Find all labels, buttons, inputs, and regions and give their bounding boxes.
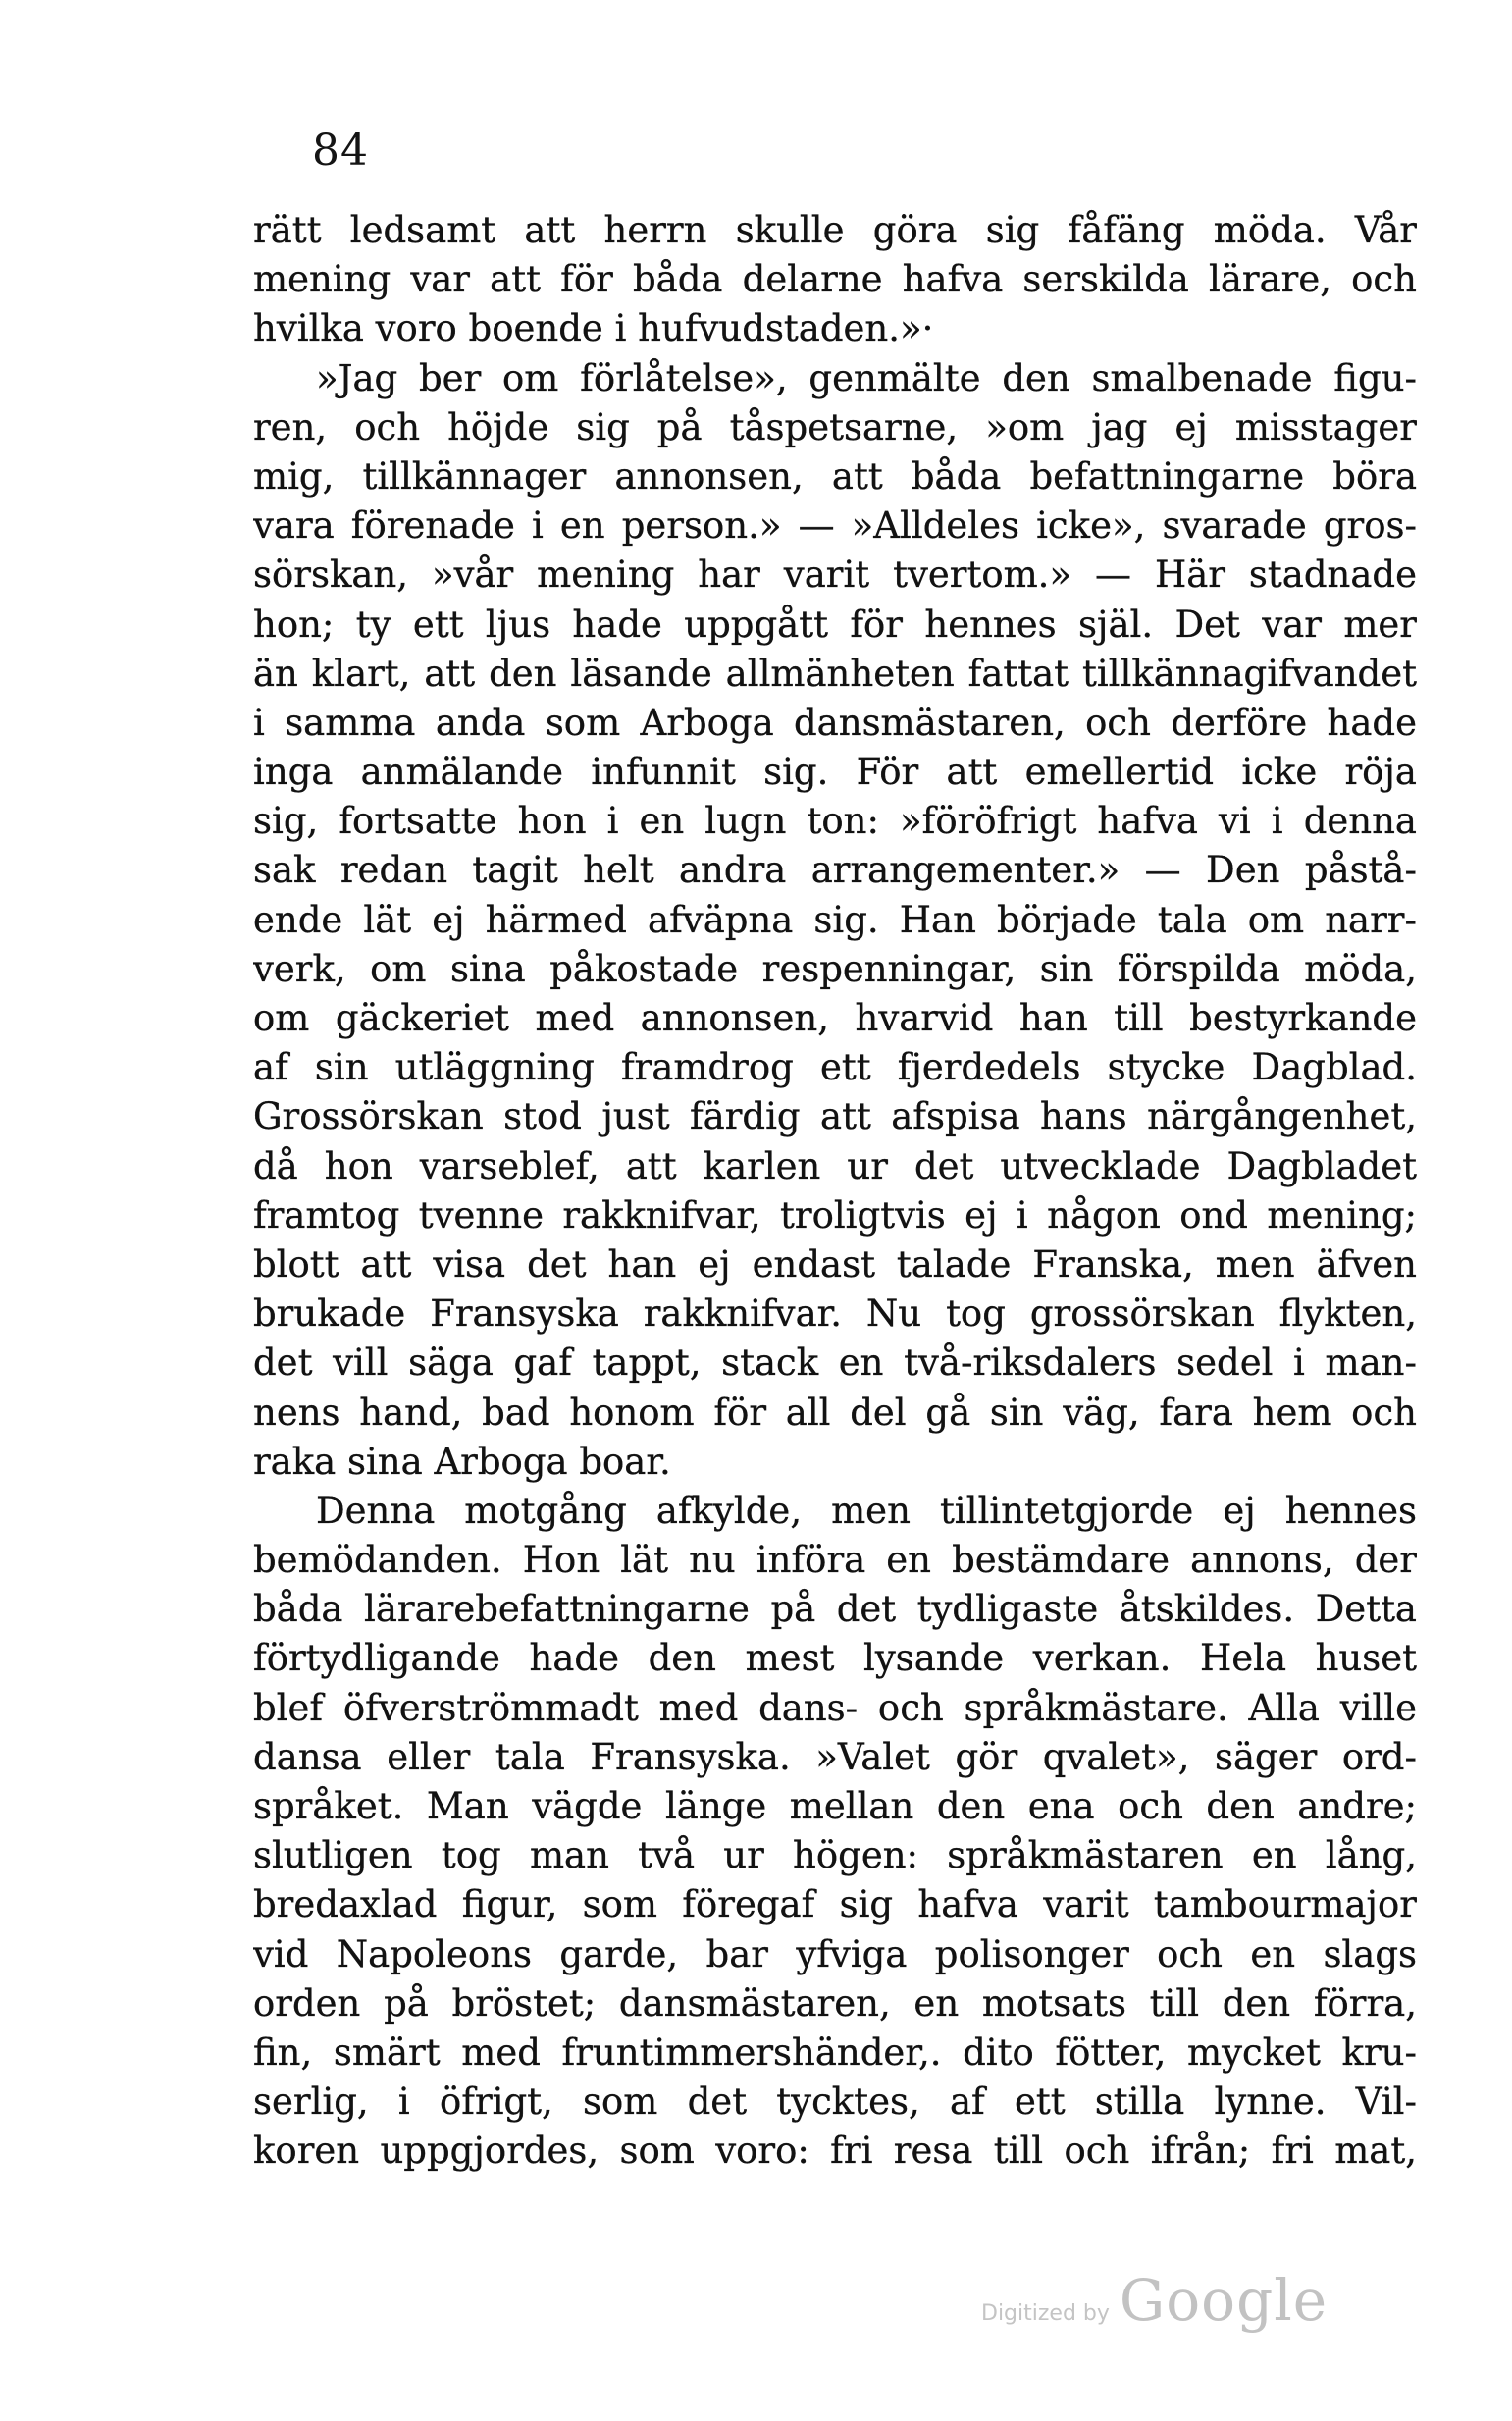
text-line: mig, tillkännager annonsen, att båda befattningarne böra — [253, 454, 1417, 498]
text-line: vara förenade i en person.» — »Alldeles icke», svarade gros- — [253, 504, 1417, 548]
text-line: verk, om sina påkostade respenningar, sin förspilda möda, — [253, 947, 1417, 990]
text-line: raka sina Arboga boar. — [253, 1440, 671, 1483]
digitization-watermark — [981, 2267, 1328, 2334]
page-number: 84 — [312, 126, 369, 176]
text-line: Denna motgång afkylde, men tillintetgjorde ej hennes — [316, 1489, 1417, 1532]
text-line: hvilka voro boende i hufvudstaden.»· — [253, 307, 934, 350]
text-line: af sin utläggning framdrog ett fjerdedels stycke Dagblad. — [253, 1046, 1417, 1089]
text-line: brukade Fransyska rakknifvar. Nu tog grossörskan flykten, — [253, 1292, 1417, 1336]
text-line: vid Napoleons garde, bar yfviga polisonger och en slags — [253, 1932, 1417, 1975]
text-line: fin, smärt med fruntimmershänder,. dito fötter, mycket kru- — [253, 2030, 1417, 2074]
text-line: bemödanden. Hon lät nu införa en bestämdare annons, der — [253, 1539, 1417, 1582]
text-line: blef öfverströmmadt med dans- och språkmästare. Alla ville — [253, 1686, 1417, 1729]
text-line: framtog tvenne rakknifvar, troligtvis ej i någon ond mening; — [253, 1193, 1417, 1237]
text-line: slutligen tog man två ur högen: språkmästaren en lång, — [253, 1834, 1417, 1877]
text-line: blott att visa det han ej endast talade Franska, men äfven — [253, 1242, 1417, 1286]
text-line: ende lät ej härmed afväpna sig. Han började tala om narr- — [253, 898, 1417, 941]
text-line: rätt ledsamt att herrn skulle göra sig fåfäng möda. Vår — [253, 209, 1417, 251]
text-line: hon; ty ett ljus hade uppgått för hennes själ. Det var mer — [253, 603, 1417, 646]
text-line: serlig, i öfrigt, som det tycktes, af ett stilla lynne. Vil- — [253, 2080, 1417, 2124]
text-line: sig, fortsatte hon i en lugn ton: »föröfrigt hafva vi i denna — [253, 800, 1417, 843]
watermark-prefix: Digitized by — [981, 2301, 1110, 2326]
text-line: sörskan, »vår mening har varit tvertom.» — Här stadnade — [253, 553, 1417, 597]
text-line: orden på bröstet; dansmästaren, en motsats till den förra, — [253, 1981, 1417, 2025]
text-line: förtydligande hade den mest lysande verkan. Hela huset — [253, 1637, 1417, 1680]
text-line: mening var att för båda delarne hafva serskilda lärare, och — [253, 258, 1417, 301]
text-line: ren, och höjde sig på tåspetsarne, »om jag ej misstager — [253, 405, 1417, 448]
text-line: om gäckeriet med annonsen, hvarvid han till bestyrkande — [253, 997, 1417, 1039]
text-line: då hon varseblef, att karlen ur det utvecklade Dagbladet — [253, 1144, 1417, 1187]
text-line: inga anmälande infunnit sig. För att emellertid icke röja — [253, 751, 1417, 794]
text-line: i samma anda som Arboga dansmästaren, och derföre hade — [253, 701, 1417, 744]
text-line: Grossörskan stod just färdig att afspisa hans närgångenhet, — [253, 1095, 1417, 1138]
text-line: bredaxlad figur, som föregaf sig hafva varit tambourmajor — [253, 1883, 1417, 1926]
text-line: båda lärarebefattningarne på det tydligaste åtskildes. Detta — [253, 1588, 1417, 1631]
text-line: koren uppgjordes, som voro: fri resa till och ifrån; fri mat, — [253, 2130, 1417, 2173]
text-line: språket. Man vägde länge mellan den ena och den andre; — [253, 1785, 1417, 1827]
text-line: »Jag ber om förlåtelse», genmälte den smalbenade figu- — [316, 356, 1417, 399]
body-text — [253, 206, 1417, 2177]
text-line: det vill säga gaf tappt, stack en två-riksdalers sedel i man- — [253, 1342, 1417, 1385]
text-line: än klart, att den läsande allmänheten fattat tillkännagifvandet — [253, 652, 1417, 695]
text-line: nens hand, bad honom för all del gå sin väg, fara hem och — [253, 1391, 1417, 1434]
text-line: sak redan tagit helt andra arrangementer.» — Den påstå- — [253, 849, 1417, 892]
text-line: dansa eller tala Fransyska. »Valet gör qvalet», säger ord- — [253, 1735, 1417, 1778]
google-logo: Google — [1119, 2267, 1329, 2334]
